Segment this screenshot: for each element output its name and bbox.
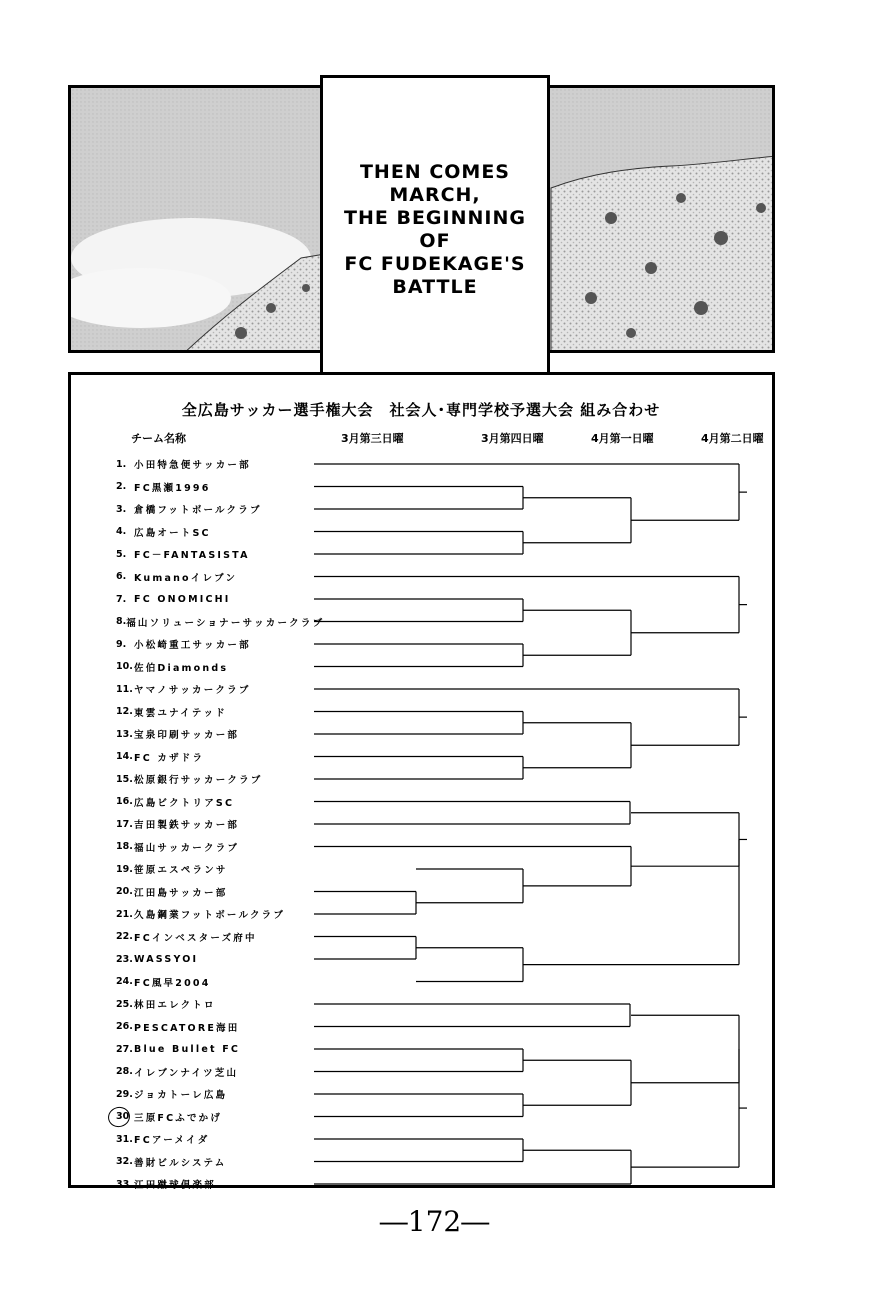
team-column-label: チーム名称	[131, 432, 186, 445]
team-entry	[116, 971, 306, 993]
team-number: 27.	[116, 1043, 133, 1055]
team-name: FC カザドラ	[134, 752, 205, 764]
team-number: 21.	[116, 908, 133, 920]
team-name: 松原銀行サッカークラブ	[134, 775, 263, 786]
team-entry	[116, 858, 306, 880]
team-name: 笹原エスペランサ	[134, 865, 228, 876]
team-entry	[116, 746, 306, 768]
team-name: ジョカトーレ広島	[134, 1090, 228, 1101]
team-entry	[116, 588, 306, 610]
team-number: 30	[116, 1111, 130, 1122]
team-name: 林田エレクトロ	[134, 1000, 216, 1011]
team-number: 8.	[116, 616, 127, 627]
team-number: 6.	[116, 571, 127, 582]
team-entry	[116, 476, 306, 498]
team-entry	[116, 1151, 306, 1173]
team-entry	[116, 656, 306, 678]
team-number: 15.	[116, 773, 133, 785]
team-number: 5.	[116, 548, 127, 560]
team-number: 32.	[116, 1156, 133, 1167]
team-number: 10.	[116, 661, 133, 672]
page-number: ―172―	[379, 1205, 490, 1238]
team-name: WASSYOI	[134, 953, 199, 965]
team-number: 17.	[116, 818, 133, 830]
team-entry	[116, 836, 306, 858]
team-name: FCアーメイダ	[134, 1135, 210, 1146]
team-name: 広島ビクトリアSC	[134, 797, 235, 809]
team-entry	[116, 543, 306, 565]
team-entry	[116, 791, 306, 813]
team-number: 18.	[116, 841, 133, 852]
tournament-bracket-panel	[68, 372, 775, 1191]
team-name: FC ONOMICHI	[134, 593, 231, 605]
team-number: 31.	[116, 1133, 133, 1145]
team-name: 東雲ユナイテッド	[134, 707, 227, 719]
team-number: 13.	[116, 728, 133, 740]
team-entry	[116, 926, 306, 948]
team-number: 14.	[116, 751, 133, 762]
team-number: 24.	[116, 976, 133, 987]
team-number: 11.	[116, 683, 133, 695]
team-entry	[116, 521, 306, 543]
team-entry	[116, 903, 306, 925]
round-4-label: 4月第二日曜	[701, 432, 764, 445]
team-entry	[116, 813, 306, 835]
team-name: 吉田製鉄サッカー部	[134, 820, 240, 831]
team-number: 1.	[116, 458, 127, 470]
team-name: 福山サッカークラブ	[134, 842, 240, 854]
team-entry	[116, 1038, 306, 1060]
team-entry	[116, 881, 306, 903]
team-entry	[116, 723, 306, 745]
team-number: 4.	[116, 526, 127, 537]
team-name: FCインベスターズ府中	[134, 932, 257, 944]
team-entry	[116, 566, 306, 588]
team-number: 25.	[116, 998, 133, 1010]
team-number: 12.	[116, 706, 133, 717]
team-number: 28.	[116, 1066, 133, 1077]
team-name: 江田島サッカー部	[134, 887, 228, 899]
team-entry	[116, 948, 306, 970]
team-entry	[116, 611, 325, 633]
team-entry	[116, 1128, 306, 1150]
team-name: ヤマノサッカークラブ	[134, 685, 251, 696]
team-entry	[116, 1083, 306, 1105]
team-entry	[116, 453, 306, 475]
round-3-label: 4月第一日曜	[591, 432, 654, 445]
team-number: 7.	[116, 593, 127, 605]
team-number: 3.	[116, 503, 127, 515]
bracket-title: 全広島サッカー選手権大会 社会人･専門学校予選大会 組み合わせ	[181, 401, 661, 419]
narration-box	[320, 75, 550, 385]
team-name: 倉橋フットボールクラブ	[134, 505, 262, 516]
team-entry	[116, 768, 306, 790]
team-name: 福山ソリューショナーサッカークラブ	[126, 617, 325, 629]
team-number: 19.	[116, 863, 133, 875]
team-entry	[116, 701, 306, 723]
team-entry	[116, 498, 306, 520]
team-entry	[116, 1106, 306, 1128]
round-1-label: 3月第三日曜	[341, 432, 404, 445]
team-entry	[116, 1173, 306, 1195]
team-number: 2.	[116, 481, 127, 492]
team-name: Kumanoイレブン	[134, 572, 238, 584]
team-name: FC黒瀬1996	[134, 482, 211, 494]
team-name: 三原FCふでかげ	[134, 1112, 223, 1124]
team-name: PESCATORE海田	[134, 1022, 240, 1034]
team-name: 広島オートSC	[134, 527, 211, 539]
team-name: 佐伯Diamonds	[134, 662, 229, 674]
team-name: イレブンナイツ芝山	[134, 1067, 239, 1079]
team-name: 宝泉印刷サッカー部	[134, 730, 240, 741]
team-number: 23.	[116, 953, 133, 965]
team-name: 小田特急便サッカー部	[134, 460, 251, 471]
team-name: FC－FANTASISTA	[134, 550, 250, 561]
team-number: 29.	[116, 1088, 133, 1100]
team-name: 江田蹴球倶楽部	[134, 1180, 216, 1191]
team-entry	[116, 678, 306, 700]
team-number: 9.	[116, 638, 127, 650]
narration-text: THEN COMES MARCH, THE BEGINNING OF FC FUDEKAGE'S BATTLE	[344, 161, 526, 298]
team-number: 16.	[116, 796, 133, 807]
team-entry	[116, 633, 306, 655]
team-entry	[116, 1061, 306, 1083]
team-entry	[116, 1016, 306, 1038]
team-name: 久島鋼業フットボールクラブ	[134, 910, 286, 921]
team-entry	[116, 993, 306, 1015]
round-2-label: 3月第四日曜	[481, 432, 544, 445]
team-name: 善財ビルシステム	[134, 1157, 227, 1169]
team-number: 33.	[116, 1178, 133, 1190]
team-name: Blue Bullet FC	[134, 1043, 241, 1055]
team-number: 26.	[116, 1021, 133, 1032]
team-number: 22.	[116, 931, 133, 942]
team-number: 20.	[116, 886, 133, 897]
team-name: 小松崎重工サッカー部	[134, 640, 251, 651]
team-name: FC風早2004	[134, 977, 211, 989]
